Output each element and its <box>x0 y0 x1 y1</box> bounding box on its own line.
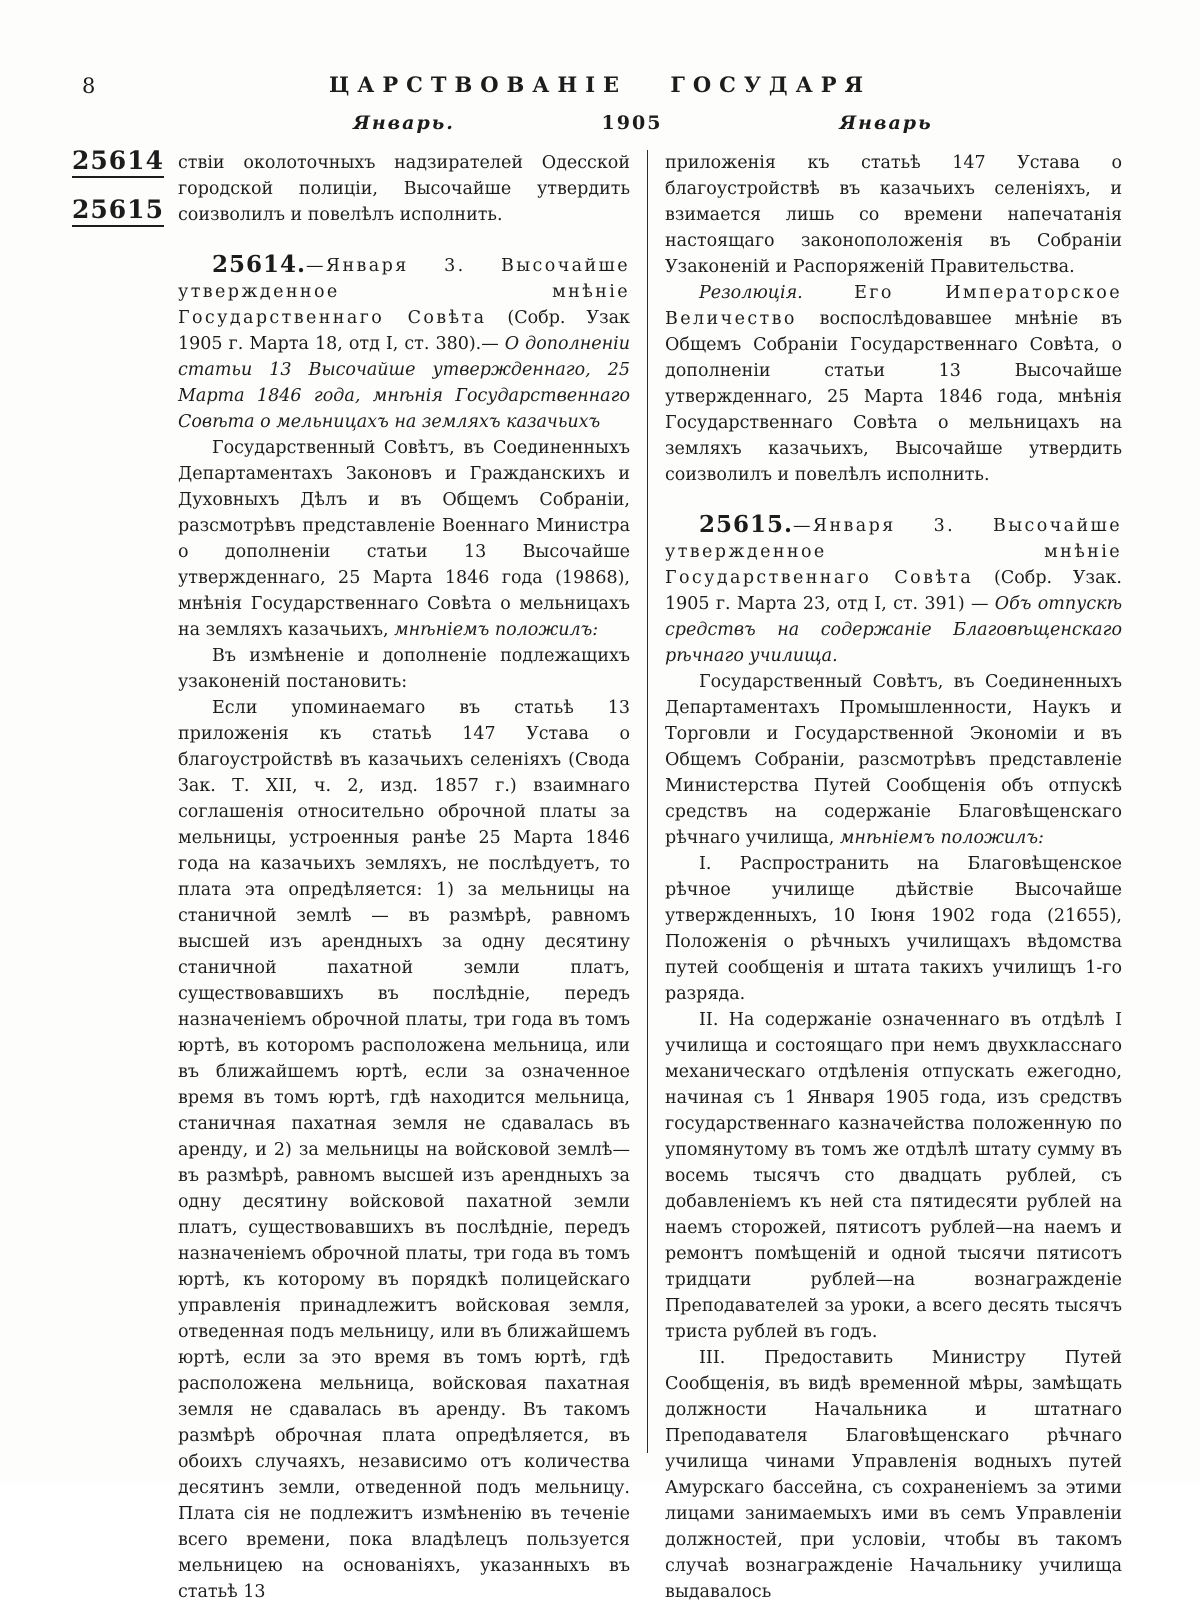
text-segment: ствіи околоточныхъ надзирателей Одесской городской полиціи, Высочайше утвердить соизволилъ и повелѣлъ исполнить. <box>178 153 630 225</box>
resolution-paragraph <box>665 280 1122 488</box>
page-title: ЦАРСТВОВАНІЕ ГОСУДАРЯ <box>328 72 872 97</box>
text-segment: мнѣніемъ положилъ: <box>394 620 599 640</box>
text-segment: Объ отпускѣ средствъ на содержаніе Благовѣщенскаго рѣчнаго училища. <box>665 594 1123 666</box>
margin-entry-number-25614: 25614 <box>72 146 164 178</box>
text-segment: III. Предоставить Министру Путей Сообщенія, въ видѣ временной мѣры, замѣщать должности Начальника и штатнаго Преподавателя Благовѣщенскаго рѣчнаго училища чинами Управленія водныхъ путей Амурскаго бассейна, съ сохраненіемъ за этими лицами занимаемыхъ ими въ семъ Управленіи должностей, при условіи, чтобы въ такомъ случаѣ вознагражденіе Начальнику училища выдавалось <box>665 1348 1122 1602</box>
entry-25615-heading <box>665 513 1122 669</box>
item-III-paragraph <box>665 1345 1122 1605</box>
text-segment: Его Императорское Величество <box>665 283 1122 329</box>
text-segment: —Января 3. Высочайше утвержденное мнѣніе Государственнаго Совѣта <box>178 256 630 328</box>
body-paragraph <box>665 669 1122 851</box>
text-segment: 25614. <box>212 251 307 278</box>
column-divider <box>647 150 648 1453</box>
left-column <box>178 150 631 1602</box>
item-II-paragraph <box>665 1007 1122 1345</box>
text-segment: 25615. <box>699 511 794 538</box>
body-paragraph <box>178 695 630 1605</box>
text-columns <box>178 150 1123 1602</box>
text-segment: О дополненіи статьи 13 Высочайше утвержденнаго, 25 Марта 1846 года, мнѣнія Государственнаго Совѣта о мельницахъ на земляхъ казачьихъ <box>178 334 631 432</box>
continuation-paragraph <box>665 150 1122 280</box>
text-segment: (Собр. Узак 1905 г. Марта 18, отд I, ст. 380).— <box>178 308 630 354</box>
margin-entry-numbers <box>72 146 176 244</box>
page-number: 8 <box>82 74 96 98</box>
text-segment: Резолюція. <box>699 283 803 303</box>
margin-entry-number-25615: 25615 <box>72 195 164 227</box>
text-segment: —Января 3. Высочайше утвержденное мнѣніе Государственнаго Совѣта <box>665 516 1122 588</box>
body-paragraph <box>178 643 630 695</box>
body-paragraph <box>178 435 630 643</box>
text-segment: Государственный Совѣтъ, въ Соединенныхъ Департаментахъ Промышленности, Наукъ и Торговли и Государственной Экономіи и въ Общемъ Собраніи, разсмотрѣвъ представленіе Министерства Путей Сообщенія объ отпускѣ средствъ на содержаніе Благовѣщенскаго рѣчнаго училища, <box>665 672 1122 848</box>
text-segment: II. На содержаніе означеннаго въ отдѣлѣ I училища и состоящаго при немъ двухкласснаго механическаго отдѣленія отпускать ежегодно, начиная съ 1 Января 1905 года, изъ средствъ государственнаго казначейства положенную по упомянутому въ томъ же отдѣлѣ штату сумму въ восемь тысячъ сто двадцать рублей, съ добавленіемъ къ ней ста пятидесяти рублей на наемъ сторожей, пятисотъ рублей—на наемъ и ремонтъ помѣщеній и одной тысячи пятисотъ тридцати рублей—на вознагражденіе Преподавателей за уроки, а всего десять тысячъ триста рублей въ годъ. <box>665 1010 1122 1342</box>
item-I-paragraph <box>665 851 1122 1007</box>
text-segment: Если упоминаемаго въ статьѣ 13 приложенія къ статьѣ 147 Устава о благоустройствѣ въ казачьихъ селеніяхъ (Свода Зак. Т. XII, ч. 2, изд. 1857 г.) взаимнаго соглашенія относительно оброчной платы за мельницы, устроенныя ранѣе 25 Марта 1846 года на казачьихъ земляхъ, не послѣдуетъ, то плата эта опредѣляется: 1) за мельницы на станичной землѣ — въ размѣрѣ, равномъ высшей изъ арендныхъ за одну десятину станичной пахатной земли платъ, существовавшихъ въ послѣдніе, передъ назначеніемъ оброчной платы, три года въ томъ юртѣ, въ которомъ расположена мельница, или въ ближайшемъ юртѣ, если за означенное время въ томъ юртѣ, гдѣ находится мельница, станичная пахатная земля не сдавалась въ аренду, и 2) за мельницы на войсковой землѣ—въ размѣрѣ, равномъ высшей изъ арендныхъ за одну десятину войсковой пахатной земли платъ, существовавшихъ въ послѣдніе, передъ назначеніемъ оброчной платы, три года въ томъ юртѣ, къ которому въ порядкѣ полицейскаго управленія принадлежитъ войсковая земля, отведенная подъ мельницу, или въ ближайшемъ юртѣ, если за это время въ томъ юртѣ, гдѣ расположена мельница, войсковая пахатная земля не сдавалась въ аренду. Въ такомъ размѣрѣ оброчная плата опредѣляется, въ обоихъ случаяхъ, независимо отъ количества десятинъ земли, отведенной подъ мельницу. Плата сія не подлежитъ измѣненію въ теченіе всего времени, пока владѣлецъ пользуется мельницею на основаніяхъ, указанныхъ въ статьѣ 13 <box>178 698 630 1602</box>
text-segment: Государственный Совѣтъ, въ Соединенныхъ Департаментахъ Законовъ и Гражданскихъ и Духовныхъ Дѣлъ и въ Общемъ Собраніи, разсмотрѣвъ представленіе Военнаго Министра о дополненіи статьи 13 Высочайше утвержденнаго, 25 Марта 1846 года (19868), мнѣнія Государственнаго Совѣта о мельницахъ на земляхъ казачьихъ, <box>178 438 630 640</box>
year-label: 1905 <box>601 112 663 134</box>
month-label-right: Январь <box>839 112 933 134</box>
continuation-paragraph <box>178 150 630 228</box>
text-segment: мнѣніемъ положилъ: <box>839 828 1044 848</box>
text-segment: I. Распространить на Благовѣщенское рѣчное училище дѣйствіе Высочайше утвержденныхъ, 10 Іюня 1902 года (21655), Положенія о рѣчныхъ училищахъ вѣдомства путей сообщенія и штата такихъ училищъ 1-го разряда. <box>665 854 1122 1004</box>
subheader <box>0 112 1200 142</box>
text-segment: (Собр. Узак. 1905 г. Марта 23, отд I, ст. 391) — <box>665 568 1122 614</box>
text-segment: приложенія къ статьѣ 147 Устава о благоустройствѣ въ казачьихъ селеніяхъ, и взимается лишь со времени напечатанія настоящаго законоположенія въ Собраніи Узаконеній и Распоряженій Правительства. <box>665 153 1122 277</box>
entry-25614-heading <box>178 253 630 435</box>
text-segment: воспослѣдовавшее мнѣніе въ Общемъ Собраніи Государственнаго Совѣта, о дополненіи статьи 13 Высочайше утвержденнаго, 25 Марта 1846 года, мнѣнія Государственнаго Совѣта о мельницахъ на земляхъ казачьихъ, Высочайше утвердить соизволилъ и повелѣлъ исполнить. <box>665 309 1122 485</box>
month-label-left: Январь. <box>353 112 455 134</box>
text-segment: Въ измѣненіе и дополненіе подлежащихъ узаконеній постановить: <box>178 646 630 692</box>
right-column <box>665 150 1123 1602</box>
